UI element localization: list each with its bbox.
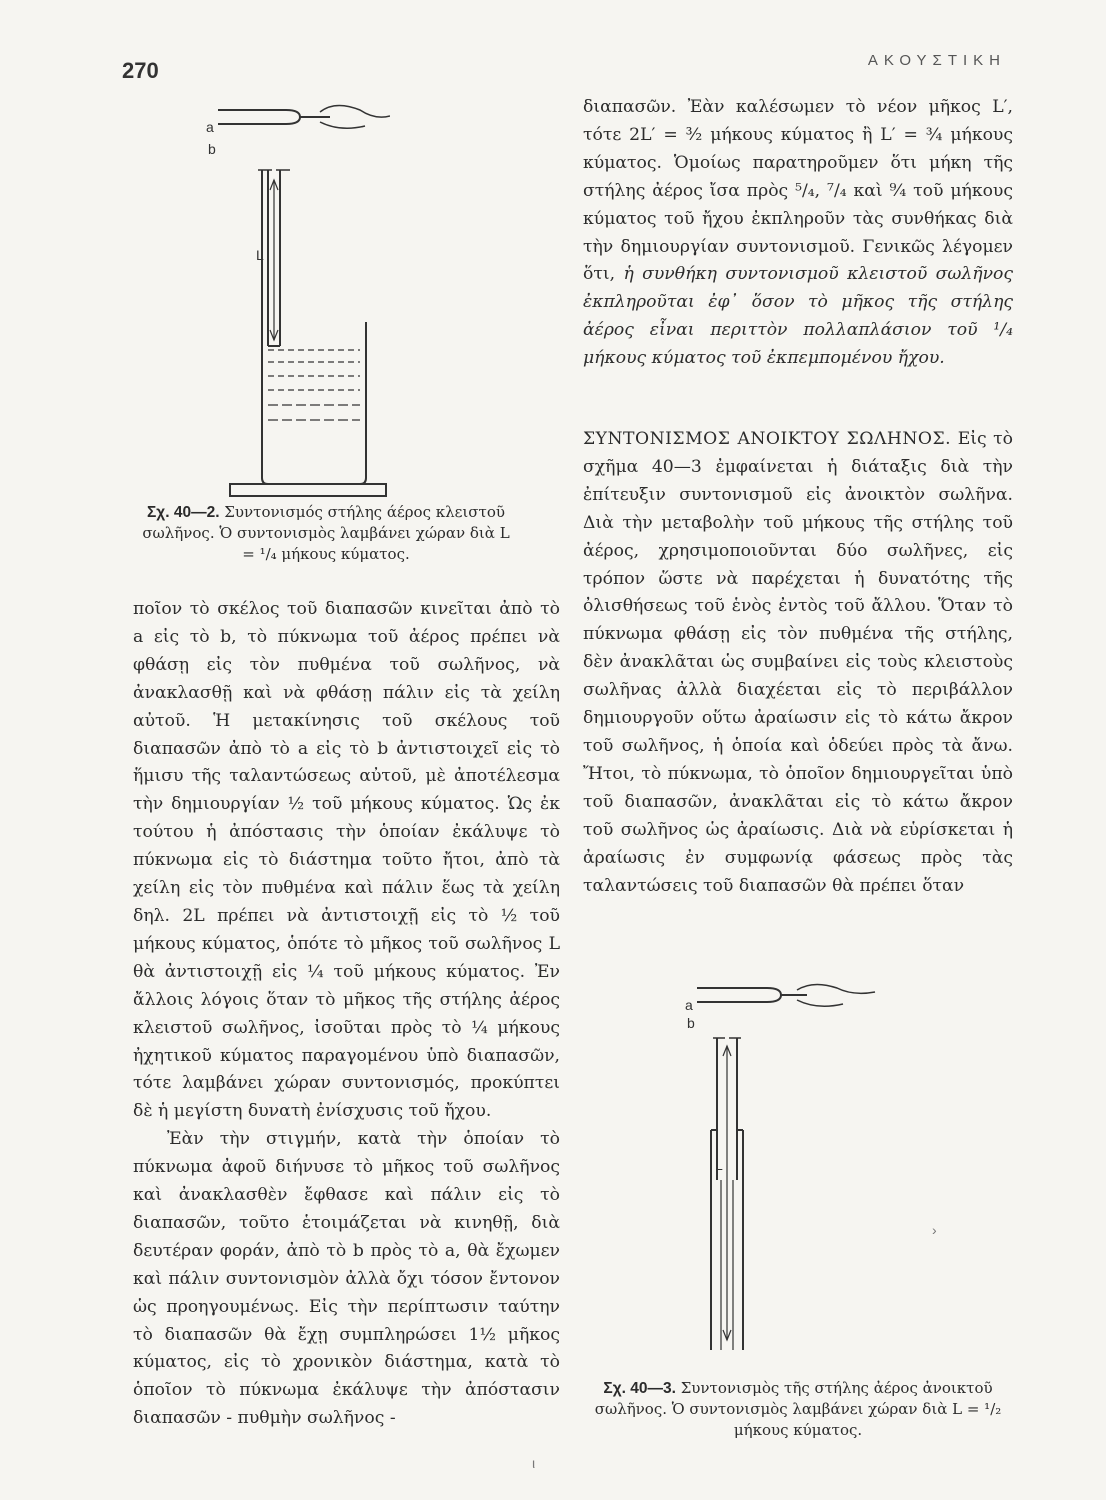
figure-open-tube (675, 980, 885, 1355)
label-b: b (208, 141, 216, 157)
figure1-caption-label: Σχ. 40—2. (147, 504, 220, 521)
hand-icon (320, 105, 390, 128)
right-paragraph-1-text: διαπασῶν. Ἐὰν καλέσωμεν τὸ νέον μῆκος L′, τότε 2L′ = ³⁄₂ μήκους κύματος ἢ L′ = ¾ μήκους κύματος. Ὁμοίως παρατηροῦμεν ὅτι μήκη τῆς στήλης ἀέρος ἴσα πρὸς ⁵/₄, ⁷/₄ καὶ ⁹⁄₄ τοῦ μήκους κύματος τοῦ ἤχου ἐκπληροῦν τὰς συνθήκας διὰ τὴν δημιουργίαν συντονισμοῦ. Γενικῶς λέγομεν ὅτι, (583, 97, 1013, 285)
figure1-caption (137, 502, 515, 565)
label-L: L (256, 247, 264, 263)
tuning-fork-icon (218, 110, 300, 124)
hand-icon (797, 984, 875, 1006)
right-column-mid (583, 426, 1013, 900)
label-b: b (687, 1015, 695, 1031)
figure1-caption-text: Συντονισμός στήλης άέρος κλειστοῦ σωλῆνος. Ὁ συντονισμὸς λαμβάνει χώραν διὰ L = ¹/₄ μήκους κύματος. (142, 503, 510, 563)
page-number: 270 (122, 58, 159, 83)
running-head: ΑΚΟΥΣΤΙΚΗ (867, 52, 1006, 69)
label-a: a (685, 997, 693, 1013)
stray-mark: › (932, 1222, 937, 1238)
figure-closed-tube (200, 100, 390, 505)
figure2-caption-label: Σχ. 40—3. (603, 1380, 676, 1397)
right-paragraph-2 (583, 426, 1013, 900)
stray-mark: ι (532, 1455, 536, 1471)
tuning-fork-icon (697, 988, 781, 1002)
right-paragraph-1 (583, 94, 1013, 373)
label-a: a (206, 119, 214, 135)
right-paragraph-2-text: Εἰς τὸ σχῆμα 40—3 ἐμφαίνεται ἡ διάταξις διὰ τὴν ἐπίτευξιν συντονισμοῦ εἰς ἀνοικτὸν σωλῆνα. Διὰ τὴν μεταβολὴν τοῦ μήκους τῆς στήλης τοῦ ἀέρος, χρησιμοποιοῦνται δύο σωλῆνες, εἰς τρόπον ὥστε νὰ παρέχεται ἡ δυνατότης τῆς ὀλισθήσεως τοῦ ἑνὸς ἐντὸς τοῦ ἄλλου. Ὅταν τὸ πύκνωμα φθάσῃ εἰς τὸν πυθμένα τῆς στήλης, δὲν ἀνακλᾶται ὡς συμβαίνει εἰς τοὺς κλειστοὺς σωλῆνας ἀλλὰ διαχέεται εἰς τὸ περιβάλλον δημιουργοῦν οὕτω ἀραίωσιν εἰς τὸ κάτω ἄκρον τοῦ σωλῆνος, ἡ ὁποία καὶ ὁδεύει πρὸς τὰ ἄνω. Ἤτοι, τὸ πύκνωμα, τὸ ὁποῖον δημιουργεῖται ὑπὸ τοῦ διαπασῶν, ἀνακλᾶται εἰς τὸ κάτω ἄκρον τοῦ σωλῆνος ὡς ἀραίωσις. Διὰ νὰ εὑρίσκεται ἡ ἀραίωσις ἐν συμφωνίᾳ φάσεως πρὸς τὰς ταλαντώσεις τοῦ διαπασῶν θὰ πρέπει ὅταν (583, 429, 1014, 896)
left-column (133, 596, 560, 1433)
section-title-open-tube: ΣΥΝΤΟΝΙΣΜΟΣ ΑΝΟΙΚΤΟΥ ΣΩΛΗΝΟΣ. (583, 429, 952, 449)
label-L: L (715, 1157, 723, 1173)
figure2-caption-text: Συντονισμὸς τῆς στήλης ἀέρος ἀνοικτοῦ σωλῆνος. Ὁ συντονισμὸς λαμβάνει χώραν διὰ L = ¹/₂ μήκους κύματος. (594, 1379, 1002, 1439)
right-column-top (583, 94, 1013, 373)
left-paragraph-1: ποῖον τὸ σκέλος τοῦ διαπασῶν κινεῖται ἀπὸ τὸ a εἰς τὸ b, τὸ πύκνωμα τοῦ ἀέρος πρέπει νὰ φθάσῃ εἰς τὸν πυθμένα τοῦ σωλῆνος, νὰ ἀνακλασθῇ καὶ νὰ φθάσῃ πάλιν εἰς τὰ χείλη αὐτοῦ. Ἡ μετακίνησις τοῦ σκέλους τοῦ διαπασῶν ἀπὸ τὸ a εἰς τὸ b ἀντιστοιχεῖ εἰς τὸ ἥμισυ τῆς ταλαντώσεως αὐτοῦ, μὲ ἀποτέλεσμα τὴν δημιουργίαν ½ τοῦ μήκους κύματος. Ὡς ἐκ τούτου ἡ ἀπόστασις τὴν ὁποίαν ἐκάλυψε τὸ πύκνωμα εἰς τὸ διάστημα τοῦτο ἤτοι, ἀπὸ τὰ χείλη εἰς τὸν πυθμένα καὶ πάλιν ἕως τὰ χείλη δηλ. 2L πρέπει νὰ ἀντιστοιχῇ εἰς τὸ ½ τοῦ μήκους κύματος, ὁπότε τὸ μῆκος τοῦ σωλῆνος L θὰ ἀντιστοιχῇ εἰς ¼ τοῦ μήκους κύματος. Ἐν ἄλλοις λόγοις ὅταν τὸ μῆκος τῆς στήλης ἀέρος κλειστοῦ σωλῆνος, ἰσοῦται πρὸς τὸ ¼ μήκους ἠχητικοῦ κύματος παραγομένου ὑπὸ διαπασῶν, τότε λαμβάνει χώραν συντονισμός, προκύπτει δὲ ἡ μεγίστη δυνατὴ ἐνίσχυσις τοῦ ἤχου. (133, 599, 560, 1122)
resonance-condition-closed: ἡ συνθήκη συντονισμοῦ κλειστοῦ σωλῆνος ἐκπληροῦται ἐφ᾽ ὅσον τὸ μῆκος τῆς στήλης ἀέρος εἶναι περιττὸν πολλαπλάσιον τοῦ ¹/₄ μήκους κύματος τοῦ ἐκπεμπομένου ἤχου. (583, 264, 1014, 369)
figure2-caption (583, 1378, 1013, 1441)
left-paragraph-2: Ἐὰν τὴν στιγμήν, κατὰ τὴν ὁποίαν τὸ πύκνωμα ἀφοῦ διήνυσε τὸ μῆκος τοῦ σωλῆνος καὶ ἀνακλασθὲν ἔφθασε καὶ πάλιν εἰς τὸ διαπασῶν, τοῦτο ἑτοιμάζεται νὰ κινηθῇ, διὰ δευτέραν φοράν, ἀπὸ τὸ b πρὸς τὸ a, θὰ ἔχωμεν καὶ πάλιν συντονισμὸν ἀλλὰ ὄχι τόσον ἔντονον ὡς προηγουμένως. Εἰς τὴν περίπτωσιν ταύτην τὸ διαπασῶν θὰ ἔχῃ συμπληρώσει 1½ μῆκος κύματος, εἰς τὸ χρονικὸν διάστημα, κατὰ τὸ ὁποῖον τὸ πύκνωμα ἐκάλυψε τὴν ἀπόστασιν διαπασῶν - πυθμὴν σωλῆνος - (133, 1129, 560, 1429)
